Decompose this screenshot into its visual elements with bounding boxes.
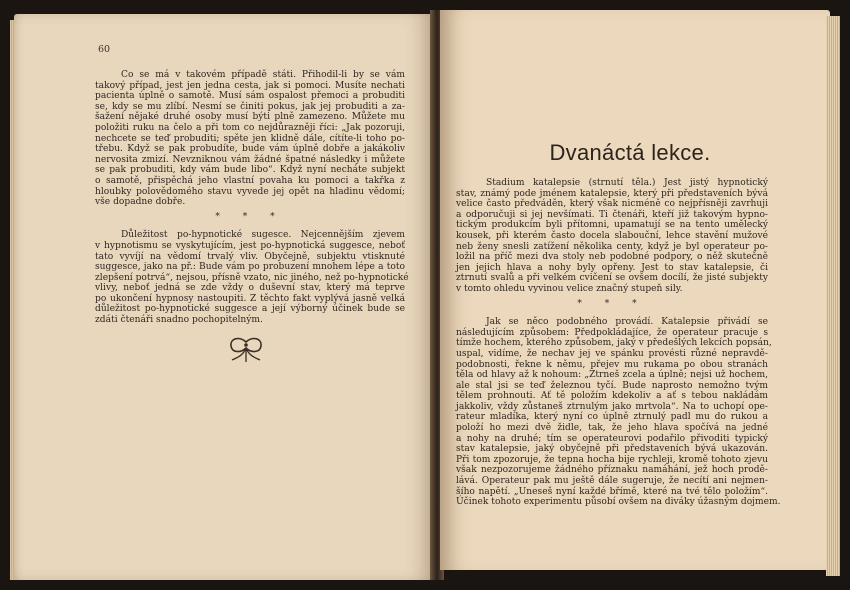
text-line: podobnosti, řekne k němu, přejev mu rukama po obou stranách [456,359,768,370]
text-line: tělem prohnouti. Ať tě položím kdekoliv a ať s tebou nakládám [456,391,768,402]
text-line: se, kdy se mu zlíbí. Nesmí se činiti pokus, jak jej probuditi a za- [95,101,405,112]
text-line: šažení nějaké druhé osoby musí býti plně zamezeno. Můžete mu [95,112,405,123]
text-line: po ukončení hypnosy nastoupiti. Z těchto fakt vyplývá jasně velká [95,293,405,304]
text-line: a odporučuji si jej nevšímati. Ti čtenáři, kteří již takovým hypno- [456,209,768,220]
text-line: o samotě, přispěchá jeho vlastní povaha ku pomoci a takřka z [95,175,405,186]
text-line: suggesce, jako na př.: Bude vám po probuzení mnohem lépe a toto [95,262,405,273]
text-line: hloubky polovědomého stavu vyvede jej opět na hladinu vědomí; [95,186,405,197]
text-line: položí ho mezi dvě židle, tak, že jeho hlava spočívá na jedné [456,423,768,434]
text-line: kousek, při kterém často docela slabouční, lehce stavění mužové [456,230,768,241]
text-line: následujícím způsobem: Předpokládajíce, že operateur pracuje s [456,327,768,338]
text-line: tato vyvíjí na vědomí trvalý vliv. Obyčejně, subjektu vtisknuté [95,251,405,262]
text-line: třebu. Když se pak probudíte, bude vám úplně dobře a jakákoliv [95,144,405,155]
left-paragraph-2 [95,230,409,326]
lesson-heading: Dvanáctá lekce. [549,140,711,165]
text-line: jakkoliv, vždy zůstaneš ztrnulým jako mrtvola“. Na to uchopí ope- [456,401,768,412]
text-line: se pak probuditi, kdy vám bude libo“. Když nyní necháte subjekt [95,165,405,176]
text-line: jen jejich hlava a nohy byly opřeny. Jest to stav katalepsie, či [456,262,768,273]
left-page-text [95,70,409,326]
text-line: rateur mladíka, který nyní co úplně ztrnulý padl mu do rukou a [456,412,768,423]
text-line: Účinek tohoto experimentu působí ovšem na diváky úžasným dojmem. [456,497,781,508]
text-line: vlivy, neboť jedná se zde vždy o duševní stav, který má teprve [95,283,405,294]
text-line: stav, známý pode jménem katalepsie, který při představeních bývá [456,188,768,199]
text-line: stav katalepsie, jaký obyčejně při představeních bývá ukazován. [456,444,768,455]
text-line: důležitost po-hypnotické suggesce a její výborný účinek bude se [95,304,405,315]
text-line: pacienta úplně o samotě. Musí sám ospalost přemoci a probuditi [95,91,405,102]
section-separator-stars: * * * [577,298,647,309]
right-page-edges [826,16,840,576]
text-line: nechcete se teď probuditi; spěte jen klidně dále, cítíte-li toho po- [95,133,405,144]
section-separator-stars: * * * [215,211,285,222]
text-line: Jak se něco podobného provádí. Katalepsie přivádí se [486,317,768,328]
text-line: Stadium katalepsie (strnutí těla.) Jest jistý hypnotický [486,178,768,188]
text-line: Co se má v takovém případě státi. Přihodil-li by se vám [121,70,405,80]
text-line: Důležitost po-hypnotické sugesce. Nejcennějším zjevem [121,230,405,241]
text-line: v hypnotismu se vyskytujícím, jest po-hypnotická suggesce, neboť [95,240,405,251]
text-line: zlepšení potrvá“, nejsou, přísně vzato, nic jiného, než po-hypnotické [95,272,409,283]
left-paragraph-1 [95,70,405,208]
text-line: uspal, vidíme, že nechav jej ve spánku provésti různé nepravdě- [456,348,768,359]
text-line: šího napětí. „Uneseš nyní každé břímě, které na tvé tělo položím“. [456,486,768,497]
text-line: ale stal jsi se teď železnou tyčí. Bude naprosto nemožno tvým [456,380,768,391]
text-line: neb ženy snesli zatížení několika centy, když je byl operateur po- [456,241,768,252]
text-line: takový případ, jest jen jedna cesta, jak si pomoci. Musíte nechati [95,80,405,91]
text-line: lává. Operateur pak mu ještě dále sugeruje, že necítí ani nejmen- [456,476,768,487]
right-page-text [456,178,781,508]
text-line: těla od hlavy až k nohoum: „Ztrneš zcela a úplně; nejsi už hochem, [456,370,768,381]
text-line: vše dopadne dobře. [95,197,186,208]
right-paragraph-1 [456,178,768,295]
decorative-ornament-icon [222,336,270,366]
text-line: nervosita zmizí. Nevzniknou vám žádné špatné následky i můžete [95,154,405,165]
text-line: velice často předváděn, který však nicméně co nejpřísněji zavrhuji [456,199,768,210]
text-line: ložil na příč mezi dva stoly neb podobné podpory, o něž skutečně [456,252,768,263]
text-line: tímže hochem, kterého způsobem, jaký v předešlých lekcích popsán, [456,338,772,349]
text-line: a nohy na druhé; tím se operateurovi podařilo přivoditi typický [456,433,768,444]
text-line: tickým produkcím byli přítomni, upamatují se na tento umělecký [456,220,768,231]
text-line: zdáti čtenáři snadno pochopitelným. [95,315,263,326]
text-line: ztrnutí svalů a při velkém cvičení se ovšem docílí, že jisté subjekty [456,273,768,284]
text-line: Při tom zpozoruje, že tepna hocha bije rychleji, kromě tohoto zjevu [456,454,768,465]
text-line: však nezpozorujeme žádného příznaku namáhání, jež hoch prodě- [456,465,768,476]
page-number: 60 [98,44,111,55]
text-line: v tomto ohledu vyvinou velice značný stupeň sily. [456,283,683,294]
right-paragraph-2 [456,317,781,508]
text-line: položiti ruku na čelo a při tom co nejdůrazněji říci: „Jak pozoruji, [95,122,405,133]
